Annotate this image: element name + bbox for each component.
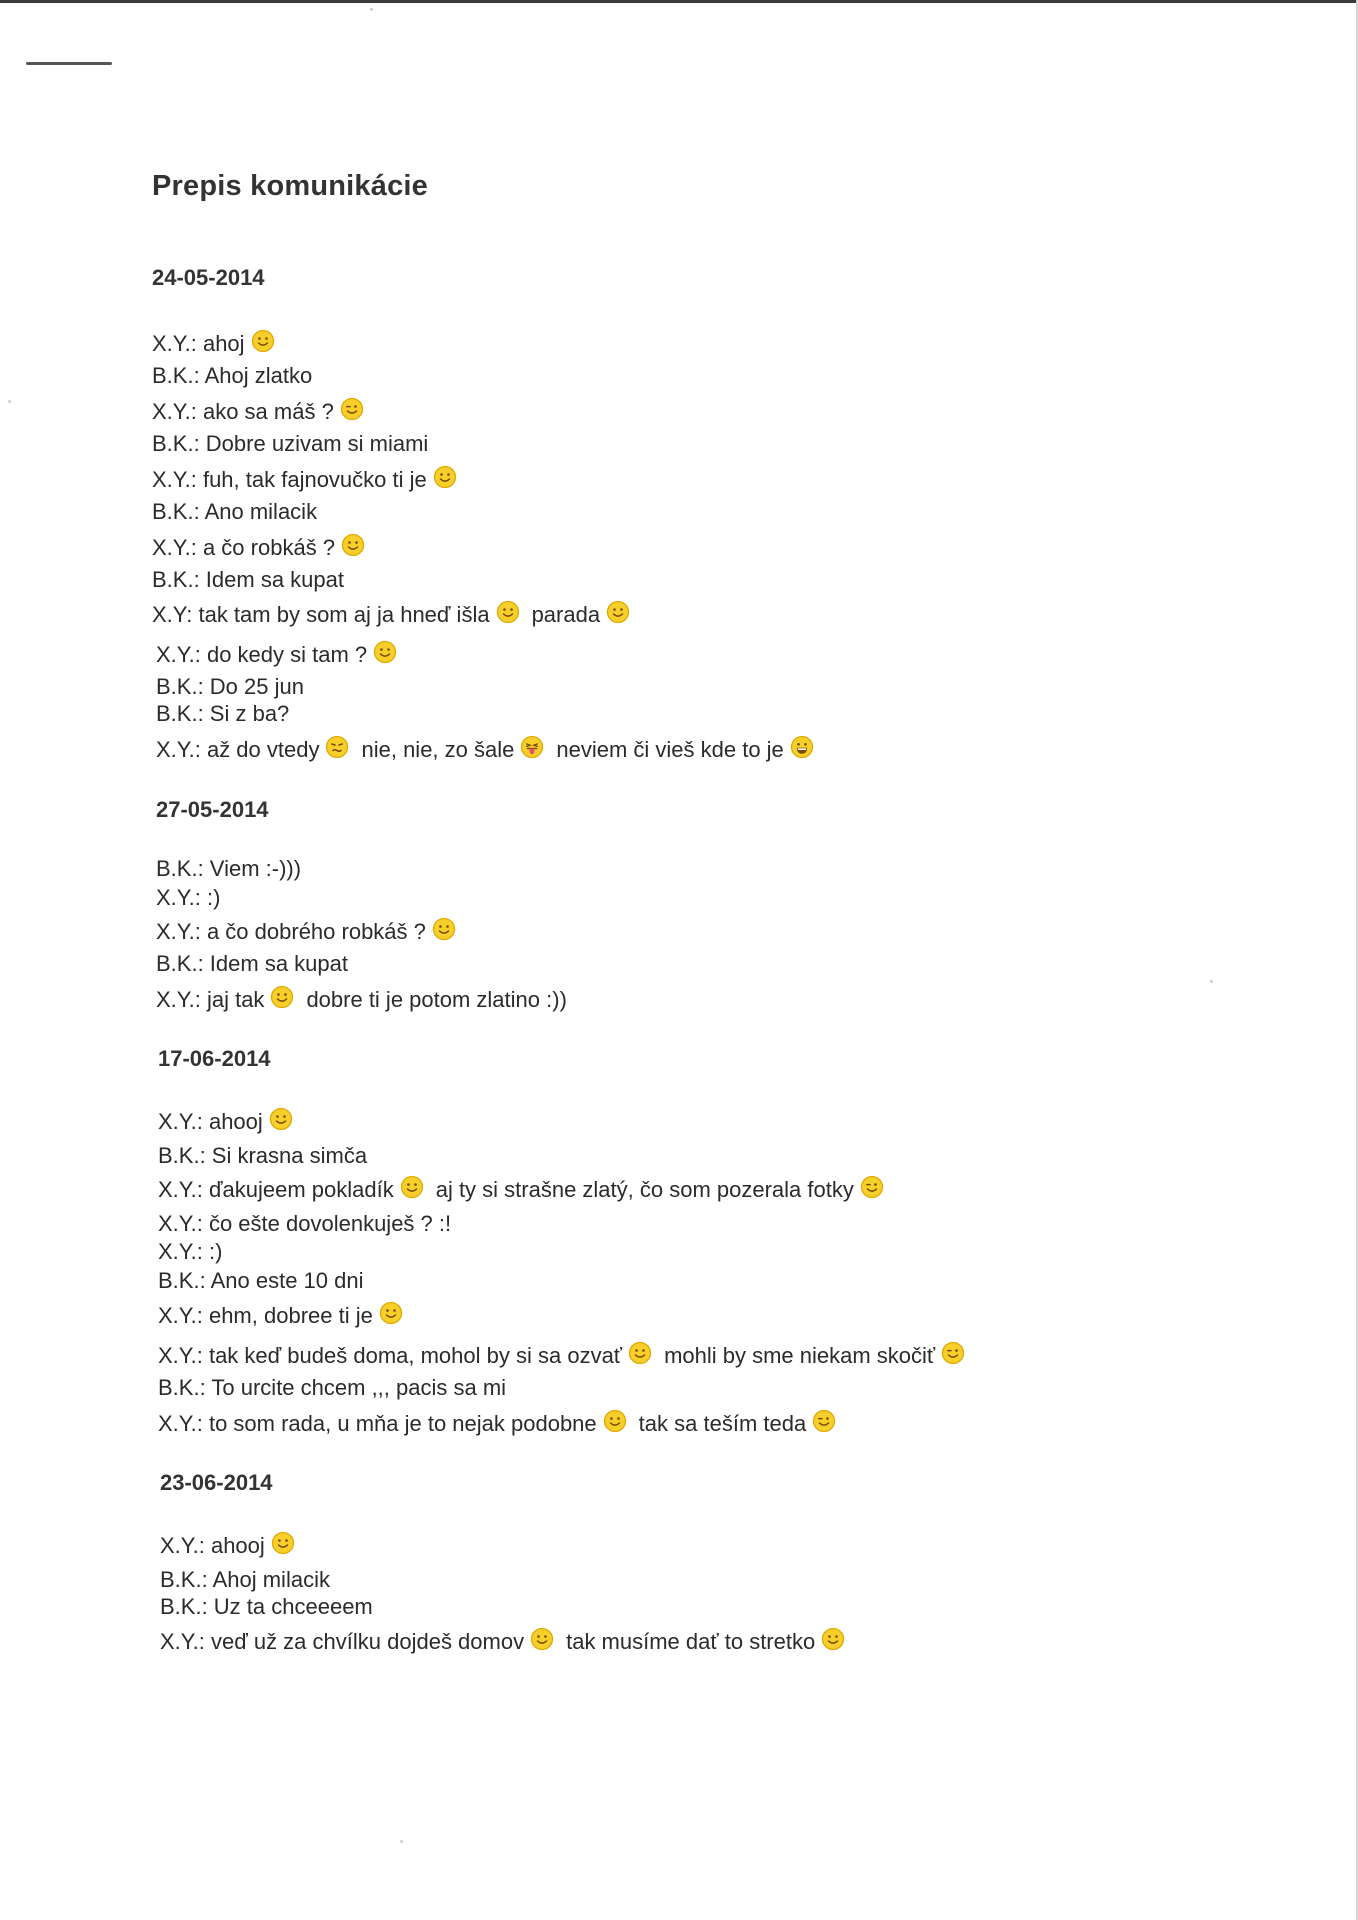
message-line — [158, 1267, 363, 1294]
smile-icon — [271, 1531, 295, 1555]
message-text: X.Y.: ahooj — [160, 1533, 265, 1559]
message-line — [160, 1566, 330, 1593]
message-line — [156, 641, 399, 668]
message-line — [160, 1532, 297, 1559]
message-text: nie, nie, zo šale — [361, 737, 515, 763]
message-text: X.Y: tak tam by som aj ja hneď išla — [152, 602, 490, 628]
message-line — [156, 855, 301, 882]
section-date: 24-05-2014 — [152, 265, 265, 290]
message-line — [152, 566, 344, 593]
message-text: tak sa teším teda — [638, 1411, 807, 1437]
message-text: X.Y.: ahoj — [152, 331, 245, 357]
message-text: X.Y.: :) — [156, 885, 221, 911]
message-line — [158, 1302, 405, 1329]
smile-icon — [530, 1627, 554, 1651]
section-date: 27-05-2014 — [156, 797, 269, 822]
smile-icon — [821, 1627, 845, 1651]
scan-top-edge — [0, 0, 1358, 3]
message-text: X.Y.: fuh, tak fajnovučko ti je — [152, 467, 427, 493]
message-line — [156, 884, 220, 911]
message-line — [152, 534, 367, 561]
scan-speck — [400, 1840, 403, 1843]
message-text: X.Y.: a čo dobrého robkáš ? — [156, 919, 426, 945]
wink-icon — [340, 397, 364, 421]
message-text: X.Y.: :) — [158, 1239, 223, 1265]
smile-icon — [270, 985, 294, 1009]
message-text: X.Y.: jaj tak — [156, 987, 265, 1013]
message-text: X.Y.: veď už za chvílku dojdeš domov — [160, 1629, 525, 1655]
wink-icon — [860, 1175, 884, 1199]
message-text: dobre ti je potom zlatino :)) — [306, 987, 567, 1013]
message-text: B.K.: Dobre uzivam si miami — [152, 431, 429, 457]
message-line — [158, 1210, 451, 1237]
message-line — [152, 430, 428, 457]
smile-icon — [400, 1175, 424, 1199]
message-text: aj ty si strašne zlatý, čo som pozerala fotky — [435, 1177, 854, 1203]
message-line — [152, 330, 277, 357]
message-line — [156, 700, 289, 727]
smile-icon — [251, 329, 275, 353]
message-text: parada — [531, 602, 601, 628]
message-text: B.K.: Ano este 10 dni — [158, 1268, 364, 1294]
message-text: B.K.: Si krasna simča — [158, 1143, 368, 1169]
message-text: X.Y.: tak keď budeš doma, mohol by si sa ozvať — [158, 1343, 623, 1369]
message-text: B.K.: To urcite chcem ,,, pacis sa mi — [158, 1375, 507, 1401]
message-text: mohli by sme niekam skočiť — [664, 1343, 936, 1369]
message-text: B.K.: Uz ta chceeeem — [160, 1594, 373, 1620]
message-text: B.K.: Do 25 jun — [156, 674, 304, 700]
message-text: B.K.: Idem sa kupat — [156, 951, 348, 977]
message-text: X.Y.: čo ešte dovolenkuješ ? :! — [158, 1211, 452, 1237]
smile-icon — [341, 533, 365, 557]
message-line — [158, 1108, 295, 1135]
smile-icon — [379, 1301, 403, 1325]
message-line — [152, 362, 312, 389]
message-text: B.K.: Si z ba? — [156, 701, 290, 727]
message-text: X.Y.: ďakujeem pokladík — [158, 1177, 394, 1203]
message-text: B.K.: Ano milacik — [152, 499, 318, 525]
message-text: X.Y.: to som rada, u mňa je to nejak podobne — [158, 1411, 597, 1437]
message-line — [156, 736, 816, 763]
wink-icon — [941, 1341, 965, 1365]
message-line — [156, 986, 567, 1013]
scan-speck — [1210, 980, 1213, 983]
message-text: X.Y.: a čo robkáš ? — [152, 535, 336, 561]
smile-icon — [432, 917, 456, 941]
message-text: X.Y.: ahooj — [158, 1109, 263, 1135]
message-line — [152, 601, 632, 628]
message-line — [158, 1374, 506, 1401]
scan-speck — [370, 8, 373, 11]
message-line — [158, 1176, 886, 1203]
smile-icon — [606, 600, 630, 624]
grin-icon — [790, 735, 814, 759]
message-line — [158, 1342, 967, 1369]
wink-icon — [812, 1409, 836, 1433]
message-line — [156, 673, 304, 700]
message-text: X.Y.: do kedy si tam ? — [156, 642, 368, 668]
message-line — [158, 1142, 367, 1169]
message-text: B.K.: Ahoj zlatko — [152, 363, 313, 389]
smile-icon — [628, 1341, 652, 1365]
section-date: 17-06-2014 — [158, 1046, 271, 1071]
message-line — [158, 1410, 838, 1437]
message-line — [160, 1628, 847, 1655]
smile-icon — [603, 1409, 627, 1433]
tongue-icon — [520, 735, 544, 759]
scan-speck — [8, 400, 11, 403]
message-line — [158, 1238, 222, 1265]
message-line — [156, 918, 458, 945]
document-title: Prepis komunikácie — [152, 170, 428, 202]
message-text: B.K.: Viem :-))) — [156, 856, 302, 882]
message-text: X.Y.: ako sa máš ? — [152, 399, 334, 425]
section-date: 23-06-2014 — [160, 1470, 273, 1495]
message-line — [156, 950, 348, 977]
smile-icon — [373, 640, 397, 664]
message-text: X.Y.: ehm, dobree ti je — [158, 1303, 373, 1329]
message-line — [152, 498, 317, 525]
scan-mark — [26, 62, 112, 65]
smile-icon — [496, 600, 520, 624]
message-text: neviem či vieš kde to je — [556, 737, 784, 763]
message-line — [160, 1593, 373, 1620]
message-text: X.Y.: až do vtedy — [156, 737, 320, 763]
smile-icon — [433, 465, 457, 489]
smile-icon — [269, 1107, 293, 1131]
message-text: tak musíme dať to stretko — [566, 1629, 816, 1655]
message-text: B.K.: Idem sa kupat — [152, 567, 344, 593]
confused-icon — [325, 735, 349, 759]
message-text: B.K.: Ahoj milacik — [160, 1567, 330, 1593]
message-line — [152, 466, 459, 493]
message-line — [152, 398, 366, 425]
